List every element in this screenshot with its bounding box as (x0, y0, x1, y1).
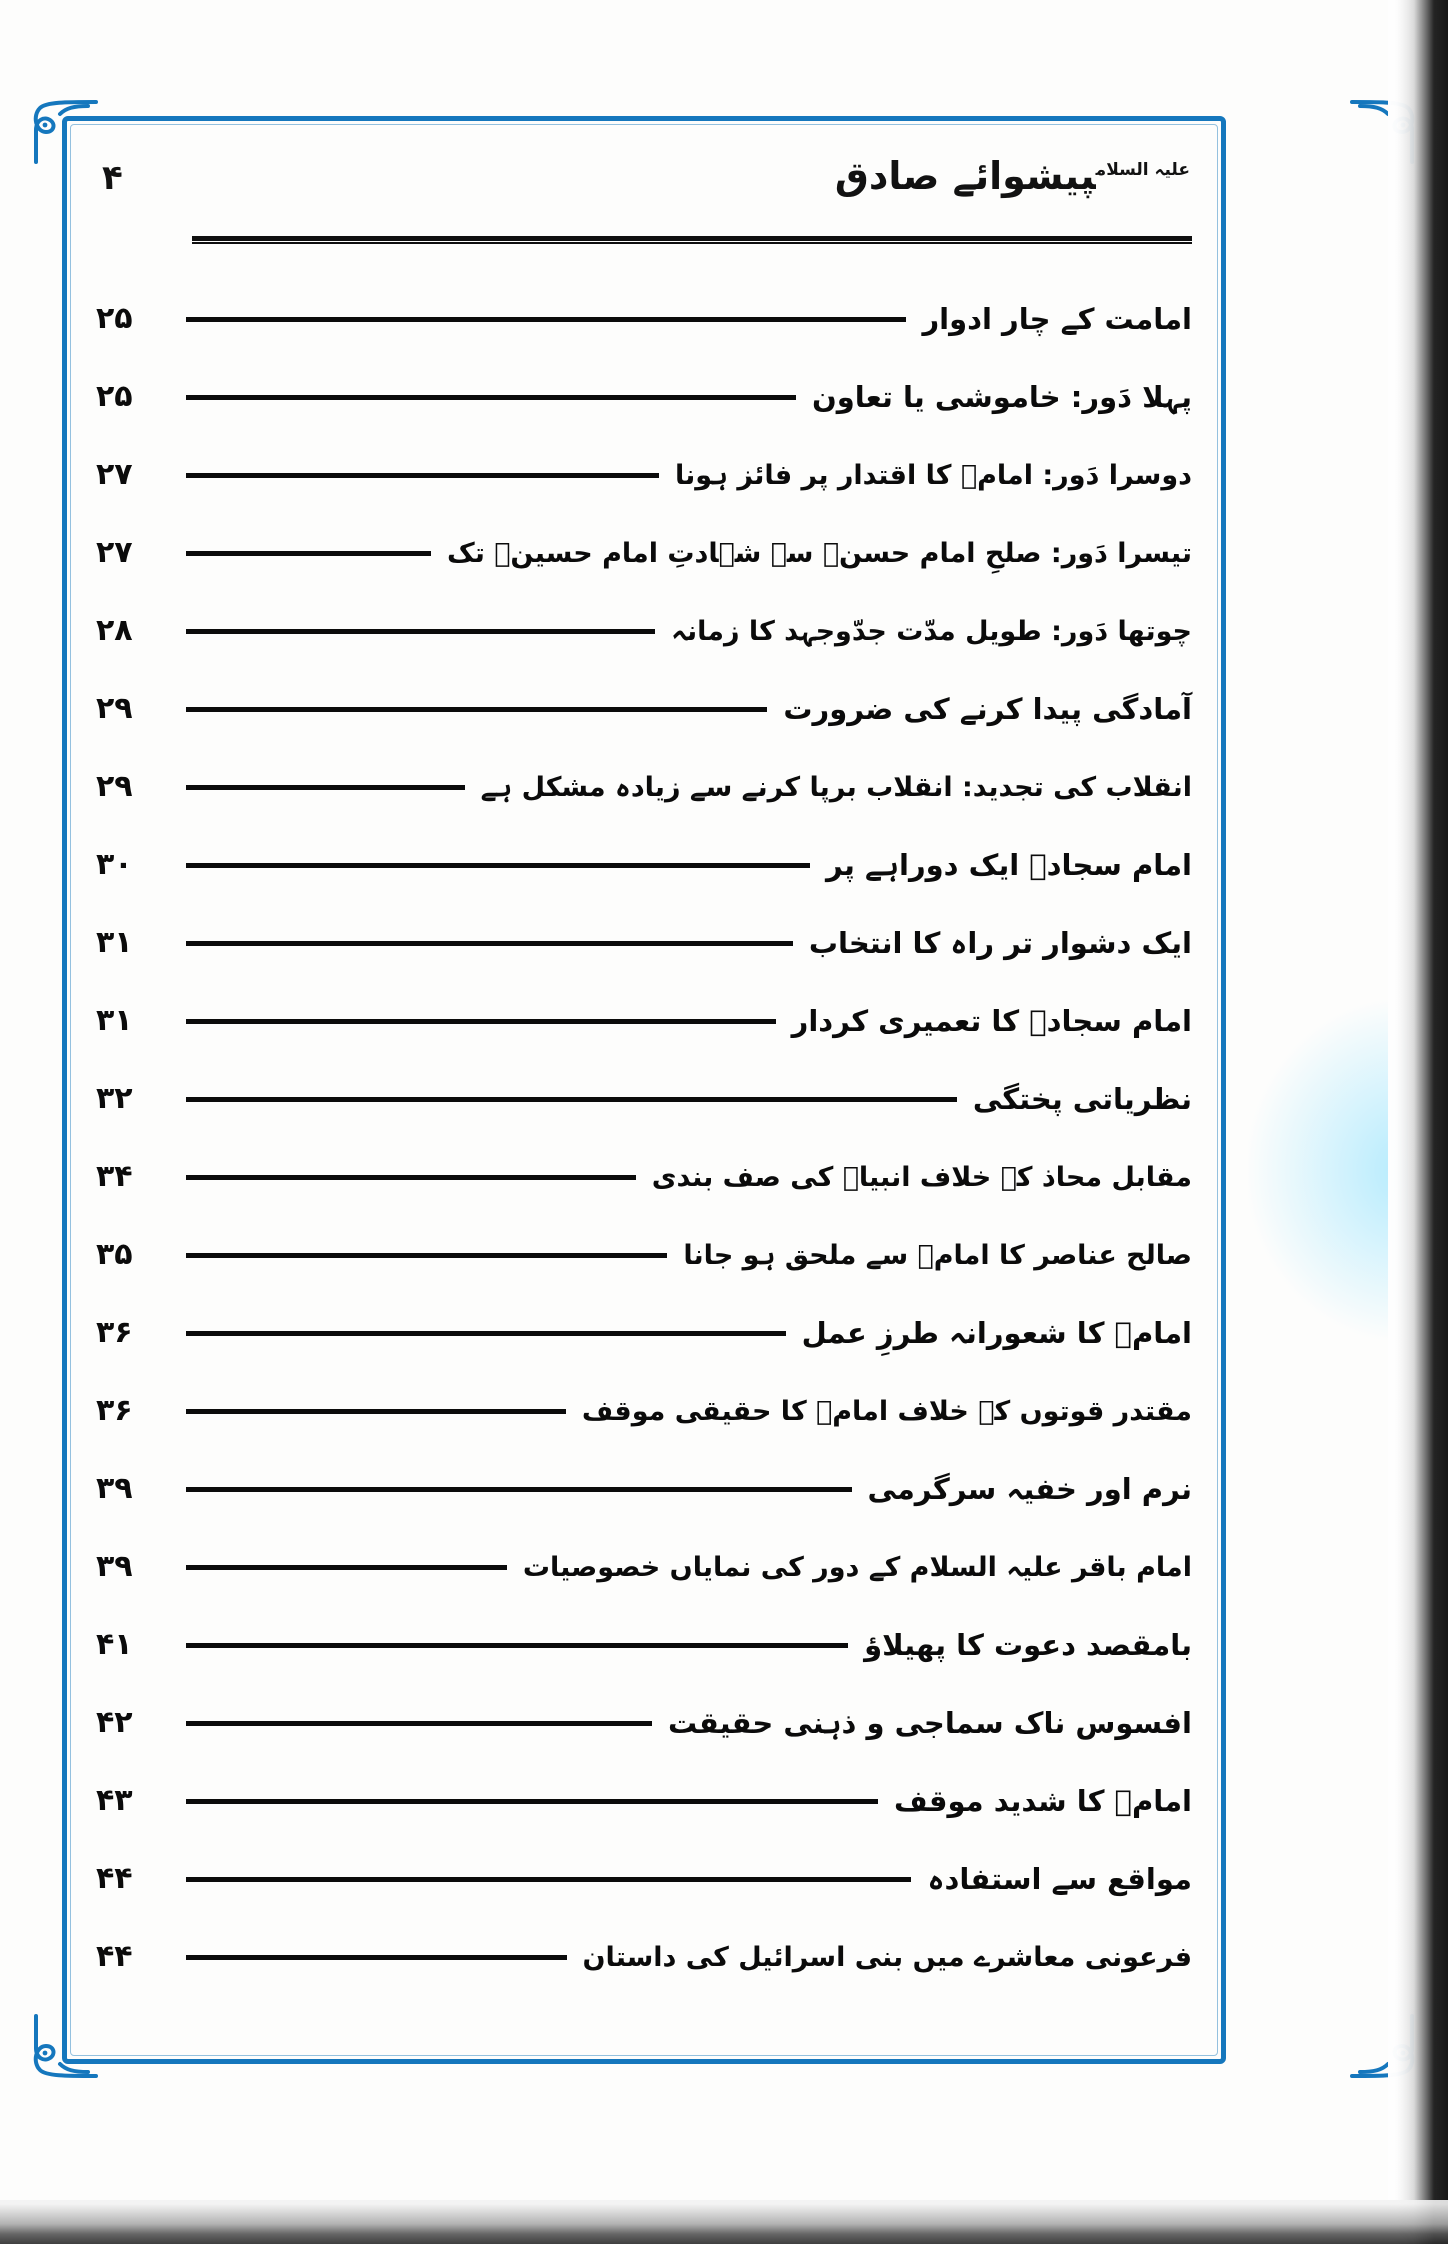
toc-leader-rule (186, 551, 431, 556)
folio-number: ۴ (102, 158, 123, 198)
toc-entry-page-number: ۴۴ (96, 1939, 133, 1974)
toc-entry-title: امام سجادؑ ایک دوراہے پر (826, 847, 1192, 882)
toc-entry-row[interactable] (96, 340, 1192, 418)
toc-entry-page-number: ۲۷ (96, 457, 133, 492)
toc-entry-title: امامؑ کا شدید موقف (893, 1783, 1192, 1818)
toc-entry-title: مقتدر قوتوں کے خلاف امامؑ کا حقیقی موقف (581, 1395, 1192, 1427)
toc-leader-rule (186, 1331, 786, 1336)
toc-entry-page-number: ۳۰ (96, 847, 133, 882)
toc-leader-rule (186, 629, 655, 634)
border-corner-flourish-icon (26, 2012, 100, 2086)
toc-leader-rule (186, 707, 767, 712)
toc-leader-rule (186, 863, 810, 868)
toc-entry-title: تیسرا دَور: صلحِ امام حسنؑ سے شہادتِ امام حسینؑ تک (447, 537, 1192, 569)
toc-entry-row[interactable] (96, 964, 1192, 1042)
toc-entry-row[interactable] (96, 1822, 1192, 1900)
toc-entry-page-number: ۲۹ (96, 691, 133, 726)
toc-entry-title: مواقع سے استفادہ (927, 1861, 1192, 1896)
toc-entry-title: آمادگی پیدا کرنے کی ضرورت (783, 691, 1192, 726)
toc-entry-row[interactable] (96, 652, 1192, 730)
toc-entry-page-number: ۲۸ (96, 613, 133, 648)
toc-leader-rule (186, 1565, 507, 1570)
toc-leader-rule (186, 1643, 848, 1648)
book-title-text: پیشوائے صادق (834, 154, 1096, 198)
toc-entry-title: امام سجادؑ کا تعمیری کردار (791, 1003, 1192, 1038)
toc-entry-title: دوسرا دَور: امامؑ کا اقتدار پر فائز ہونا (674, 459, 1192, 491)
toc-entry-row[interactable] (96, 1276, 1192, 1354)
toc-entry-title: نظریاتی پختگی (972, 1081, 1192, 1116)
toc-entry-page-number: ۳۹ (96, 1549, 133, 1584)
border-corner-flourish-icon (26, 92, 100, 166)
toc-entry-page-number: ۳۵ (96, 1237, 133, 1272)
toc-entry-row[interactable] (96, 808, 1192, 886)
toc-leader-rule (186, 317, 906, 322)
toc-leader-rule (186, 1877, 911, 1882)
toc-entry-row[interactable] (96, 1666, 1192, 1744)
toc-entry-title: امامت کے چار ادوار (922, 301, 1192, 336)
toc-entry-row[interactable] (96, 1432, 1192, 1510)
toc-entry-title: پہلا دَور: خاموشی یا تعاون (812, 379, 1192, 414)
toc-entry-page-number: ۲۹ (96, 769, 133, 804)
toc-entry-row[interactable] (96, 886, 1192, 964)
toc-entry-row[interactable] (96, 1198, 1192, 1276)
toc-leader-rule (186, 1799, 878, 1804)
toc-entry-title: مقابل محاذ کے خلاف انبیاؑ کی صف بندی (651, 1161, 1192, 1193)
toc-entry-page-number: ۲۷ (96, 535, 133, 570)
toc-entry-row[interactable] (96, 730, 1192, 808)
toc-entry-title: صالح عناصر کا امامؑ سے ملحق ہو جانا (683, 1239, 1192, 1271)
table-of-contents (96, 262, 1192, 1978)
toc-entry-title: انقلاب کی تجدید: انقلاب برپا کرنے سے زیادہ مشکل ہے (480, 771, 1192, 803)
toc-leader-rule (186, 941, 793, 946)
toc-entry-title: بامقصد دعوت کا پھیلاؤ (864, 1627, 1192, 1662)
toc-leader-rule (186, 1487, 852, 1492)
toc-leader-rule (186, 785, 465, 790)
toc-entry-page-number: ۳۴ (96, 1159, 133, 1194)
toc-entry-row[interactable] (96, 1354, 1192, 1432)
toc-entry-row[interactable] (96, 496, 1192, 574)
toc-entry-row[interactable] (96, 1588, 1192, 1666)
toc-entry-page-number: ۴۱ (96, 1627, 133, 1662)
toc-leader-rule (186, 1955, 567, 1960)
toc-entry-page-number: ۴۴ (96, 1861, 133, 1896)
page-title (835, 154, 1192, 198)
toc-entry-page-number: ۳۹ (96, 1471, 133, 1506)
toc-entry-title: امامؑ کا شعورانہ طرزِ عمل (801, 1315, 1192, 1350)
toc-entry-row[interactable] (96, 1900, 1192, 1978)
toc-leader-rule (186, 473, 659, 478)
scan-light-artifact (1248, 1000, 1408, 1340)
honorific-suffix: علیہ السلام (1095, 160, 1190, 181)
toc-entry-row[interactable] (96, 574, 1192, 652)
toc-entry-title: فرعونی معاشرے میں بنی اسرائیل کی داستان (582, 1941, 1192, 1973)
scan-page-edge-bottom (0, 2200, 1448, 2244)
toc-entry-page-number: ۲۵ (96, 379, 133, 414)
toc-entry-row[interactable] (96, 1042, 1192, 1120)
toc-entry-page-number: ۳۶ (96, 1315, 133, 1350)
toc-leader-rule (186, 1019, 776, 1024)
toc-entry-row[interactable] (96, 418, 1192, 496)
toc-leader-rule (186, 1097, 957, 1102)
toc-entry-page-number: ۲۵ (96, 301, 133, 336)
toc-leader-rule (186, 395, 796, 400)
toc-entry-title: چوتھا دَور: طویل مدّت جدّوجہد کا زمانہ (671, 615, 1192, 647)
toc-entry-title: افسوس ناک سماجی و ذہنی حقیقت (668, 1705, 1192, 1740)
toc-leader-rule (186, 1253, 667, 1258)
toc-entry-title: امام باقر علیہ السلام کے دور کی نمایاں خصوصیات (522, 1551, 1192, 1583)
toc-leader-rule (186, 1409, 566, 1414)
scan-page-edge-gradient (1388, 0, 1414, 2244)
toc-leader-rule (186, 1175, 636, 1180)
toc-entry-page-number: ۴۲ (96, 1705, 133, 1740)
toc-entry-page-number: ۳۲ (96, 1081, 133, 1116)
toc-leader-rule (186, 1721, 652, 1726)
toc-entry-page-number: ۳۱ (96, 925, 133, 960)
header-divider-rule (192, 236, 1192, 244)
toc-entry-row[interactable] (96, 1120, 1192, 1198)
toc-entry-page-number: ۳۶ (96, 1393, 133, 1428)
toc-entry-row[interactable] (96, 262, 1192, 340)
running-head (92, 150, 1196, 242)
toc-entry-title: ایک دشوار تر راہ کا انتخاب (808, 925, 1192, 960)
toc-entry-page-number: ۴۳ (96, 1783, 133, 1818)
toc-entry-title: نرم اور خفیہ سرگرمی (867, 1471, 1192, 1506)
toc-entry-row[interactable] (96, 1744, 1192, 1822)
toc-entry-row[interactable] (96, 1510, 1192, 1588)
toc-entry-page-number: ۳۱ (96, 1003, 133, 1038)
